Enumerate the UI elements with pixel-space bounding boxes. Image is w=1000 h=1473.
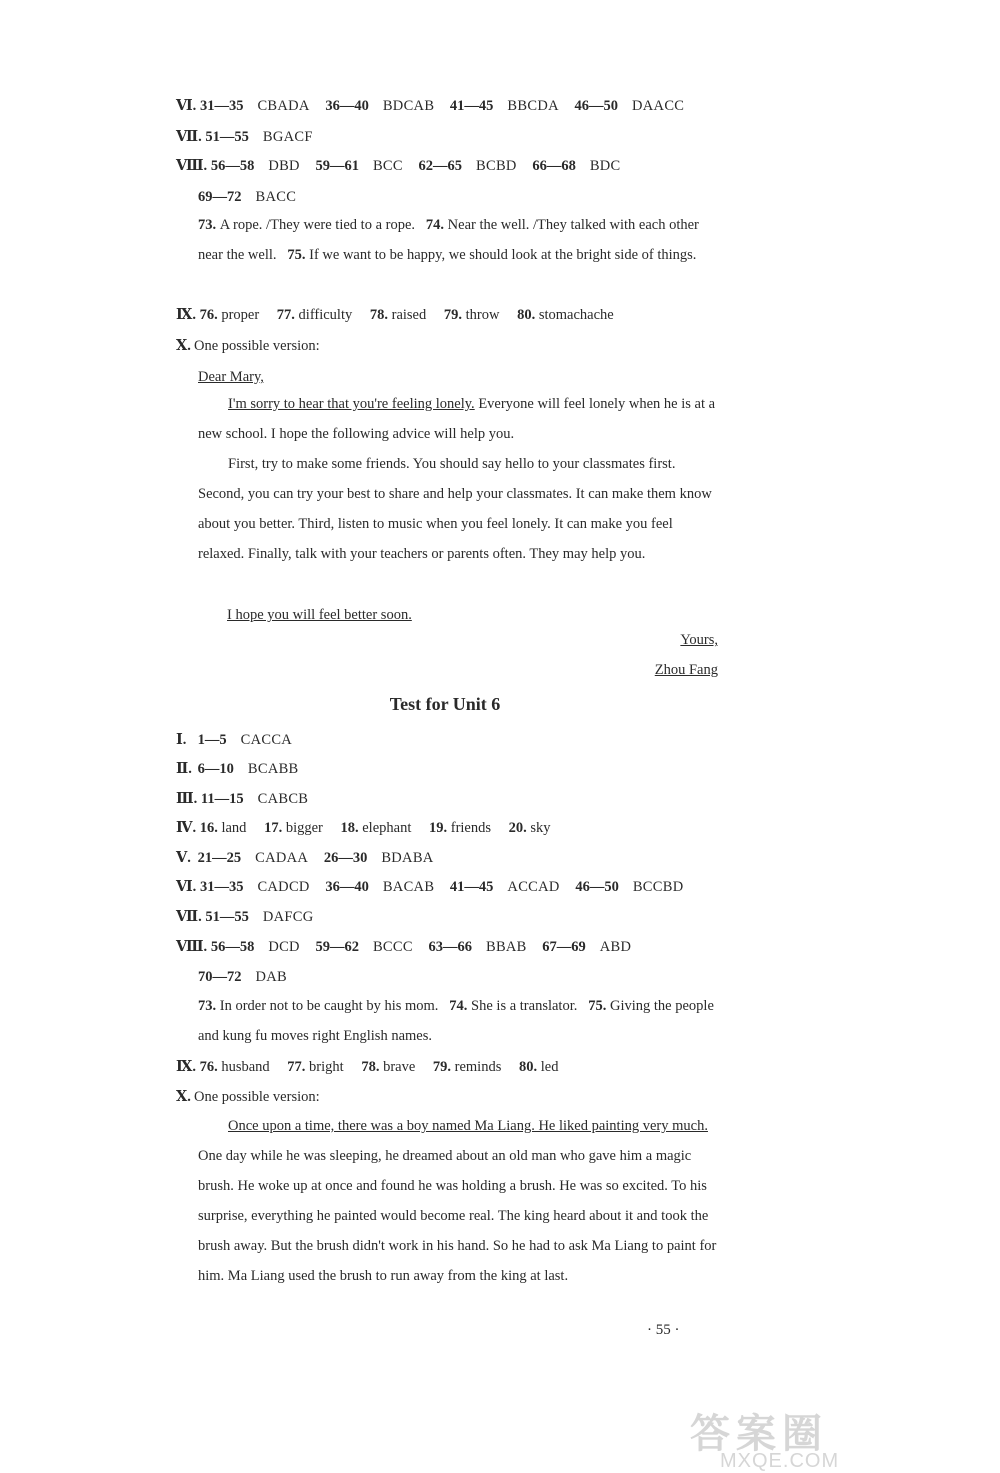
answers: CABCB: [257, 791, 309, 807]
question-number: 73.: [198, 217, 217, 233]
question-number: 17.: [264, 820, 283, 836]
greeting-text: Dear Mary,: [198, 369, 264, 385]
answers: BCCC: [372, 939, 413, 955]
answers: BDABA: [381, 850, 434, 866]
question-range: 51—55: [205, 909, 249, 925]
answers: BDCAB: [382, 98, 435, 114]
section-number: Ⅷ.: [176, 158, 208, 174]
answers: CADCD: [257, 879, 310, 895]
question-range: 59—61: [315, 158, 359, 174]
answer-row-7: [176, 127, 325, 147]
answer-row-4: [176, 818, 565, 838]
question-range: 66—68: [532, 158, 576, 174]
answers: CACCA: [240, 732, 293, 748]
question-range: 59—62: [315, 939, 359, 955]
section-number: Ⅸ.: [176, 307, 196, 323]
answers: BBAB: [485, 939, 527, 955]
section-number: Ⅶ.: [176, 909, 202, 925]
answer-text: Near the well. /They talked with each other near the well.: [198, 217, 699, 263]
short-answers: [198, 991, 720, 1051]
question-number: 79.: [443, 307, 462, 323]
question-range: 46—50: [575, 879, 619, 895]
question-range: 56—58: [210, 158, 255, 174]
question-number: 80.: [517, 307, 536, 323]
question-number: 75.: [287, 247, 306, 263]
page-number: · 55 ·: [647, 1322, 680, 1338]
question-number: 19.: [428, 820, 448, 836]
question-number: 79.: [432, 1059, 452, 1075]
question-range: 36—40: [325, 879, 369, 895]
question-range: 11—15: [200, 791, 244, 807]
question-number: 78.: [361, 1059, 380, 1075]
answer-text: She is a translator.: [471, 998, 578, 1014]
answers: BCCBD: [632, 879, 684, 895]
question-range: 46—50: [574, 98, 619, 114]
answer-row-8: [176, 156, 633, 176]
answer-row-6: [176, 877, 695, 897]
question-range: 6—10: [197, 761, 234, 777]
question-number: 77.: [276, 307, 295, 323]
question-range: 41—45: [449, 879, 494, 895]
answer-text: In order not to be caught by his mom.: [219, 998, 439, 1014]
question-range: 67—69: [542, 939, 586, 955]
answer-text: A rope. /They were tied to a rope.: [219, 217, 416, 233]
letter-paragraph-3: [227, 605, 412, 625]
paragraph-text: First, try to make some friends. You should say hello to your classmates first. Second, you can try your best to share and help your classmates. It can make them know about you better. Third, listen to music when you feel lonely. It can make you feel relaxed. Finally, talk with your teachers or parents often. They may help you.: [198, 456, 712, 562]
answers: BDC: [589, 158, 621, 174]
answers: DCD: [268, 939, 300, 955]
story-paragraph: [198, 1111, 720, 1291]
question-number: 74.: [449, 998, 468, 1014]
question-number: 76.: [199, 307, 218, 323]
section-number: Ⅵ.: [176, 879, 197, 895]
answers: BGACF: [262, 129, 313, 145]
section-title: Test for Unit 6: [389, 694, 501, 714]
section-number: Ⅸ.: [176, 1059, 196, 1075]
answer-word: bigger: [285, 820, 323, 836]
paragraph-text: Everyone will feel lonely when he is at a new school. I hope the following advice will help you.: [198, 396, 716, 442]
answer-row-6: [176, 96, 696, 116]
answer-word: friends: [450, 820, 491, 836]
answer-word: raised: [391, 307, 427, 323]
question-range: 31—35: [199, 98, 244, 114]
answers: BCBD: [476, 158, 517, 174]
question-range: 41—45: [449, 98, 494, 114]
answers: ABD: [599, 939, 632, 955]
answer-row-5: [176, 848, 446, 868]
section-number: Ⅹ.: [176, 1089, 191, 1105]
answer-row-8b: [198, 187, 308, 207]
question-number: 78.: [369, 307, 388, 323]
writing-intro: [176, 1087, 320, 1107]
section-number: Ⅱ.: [176, 761, 192, 777]
question-range: 69—72: [198, 189, 242, 205]
answer-word: bright: [309, 1059, 344, 1075]
answer-word: stomachache: [538, 307, 614, 323]
answer-row-1: [176, 730, 304, 750]
site-watermark: [640, 1402, 1000, 1471]
question-range: 70—72: [198, 969, 242, 985]
answer-row-7: [176, 907, 326, 927]
answer-row-9: [176, 1057, 572, 1077]
question-number: 75.: [588, 998, 607, 1014]
answer-word: land: [221, 820, 247, 836]
answers: BBCDA: [507, 98, 559, 114]
letter-paragraph-1: [198, 389, 720, 449]
answer-row-8: [176, 937, 643, 957]
answer-word: husband: [221, 1059, 270, 1075]
question-range: 1—5: [197, 732, 227, 748]
section-number: Ⅹ.: [176, 338, 191, 354]
letter-greeting: [198, 367, 264, 387]
answer-word: led: [540, 1059, 559, 1075]
section-number: Ⅵ.: [176, 98, 197, 114]
answers: DAFCG: [262, 909, 314, 925]
question-number: 18.: [340, 820, 359, 836]
question-range: 36—40: [325, 98, 369, 114]
answer-word: proper: [221, 307, 260, 323]
question-number: 80.: [518, 1059, 538, 1075]
section-number: Ⅲ.: [176, 791, 198, 807]
answer-text: If we want to be happy, we should look at the bright side of things.: [309, 247, 697, 263]
answers: CADAA: [255, 850, 309, 866]
answers: DAACC: [632, 98, 685, 114]
answer-word: brave: [383, 1059, 416, 1075]
question-number: 77.: [287, 1059, 306, 1075]
answer-word: elephant: [362, 820, 412, 836]
answers: ACCAD: [507, 879, 560, 895]
section-number: Ⅷ.: [176, 939, 208, 955]
section-number: Ⅳ.: [176, 820, 197, 836]
question-range: 31—35: [199, 879, 244, 895]
watermark-title: 答案圈: [690, 1411, 828, 1456]
question-number: 76.: [199, 1059, 218, 1075]
answers: CBADA: [257, 98, 310, 114]
answer-word: difficulty: [298, 307, 353, 323]
question-number: 73.: [198, 998, 217, 1014]
writing-intro: [176, 336, 320, 356]
answers: DAB: [255, 969, 288, 985]
answer-row-9: [176, 305, 628, 325]
underlined-sentence: I'm sorry to hear that you're feeling lonely.: [228, 396, 475, 412]
answer-text: Giving the people and kung fu moves right English names.: [198, 998, 714, 1044]
letter-signature: Zhou Fang: [654, 662, 718, 678]
section-number: Ⅴ.: [176, 850, 191, 866]
paragraph-text: One day while he was sleeping, he dreamed about an old man who gave him a magic brush. He woke up at once and found he was holding a brush. He was so excited. To his surprise, everything he painted would become real. The king heard about it and took the brush away. But the brush didn't work in his hand. So he had to ask Ma Liang to paint for him. Ma Liang used the brush to run away from the king at last.: [198, 1148, 717, 1284]
underlined-sentence: I hope you will feel better soon.: [227, 607, 412, 623]
answer-row-2: [176, 759, 311, 779]
question-range: 21—25: [197, 850, 242, 866]
answers: BACAB: [382, 879, 435, 895]
watermark-url: MXQE.COM: [720, 1450, 840, 1472]
question-number: 74.: [425, 217, 445, 233]
answer-word: sky: [530, 820, 551, 836]
question-number: 20.: [508, 820, 527, 836]
question-number: 16.: [199, 820, 218, 836]
answer-row-3: [176, 789, 320, 809]
intro-text: One possible version:: [194, 338, 320, 354]
letter-paragraph-2: [198, 449, 720, 569]
question-range: 51—55: [205, 129, 249, 145]
question-range: 26—30: [323, 850, 368, 866]
answers: BACC: [255, 189, 297, 205]
short-answers: [198, 210, 720, 270]
intro-text: One possible version:: [194, 1089, 320, 1105]
answers: DBD: [268, 158, 300, 174]
letter-closing: Yours,: [680, 632, 718, 648]
question-range: 63—66: [428, 939, 472, 955]
answers: BCC: [372, 158, 403, 174]
underlined-sentence: Once upon a time, there was a boy named Ma Liang. He liked painting very much.: [228, 1118, 708, 1134]
question-range: 56—58: [210, 939, 255, 955]
answer-row-8b: [198, 967, 299, 987]
question-range: 62—65: [418, 158, 462, 174]
answer-word: throw: [465, 307, 500, 323]
answer-word: reminds: [454, 1059, 502, 1075]
answers: BCABB: [247, 761, 299, 777]
section-number: Ⅶ.: [176, 129, 202, 145]
section-number: Ⅰ.: [176, 732, 187, 748]
